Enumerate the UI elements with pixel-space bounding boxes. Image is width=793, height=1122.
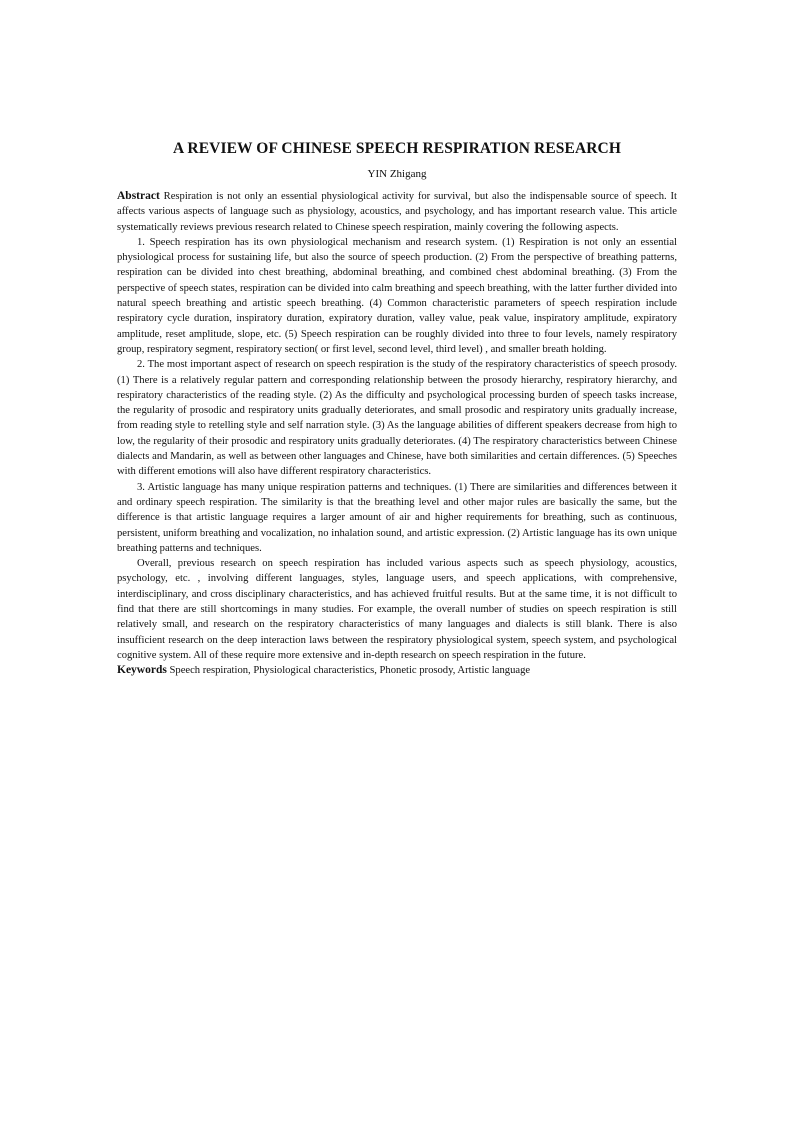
abstract-label: Abstract (117, 190, 160, 202)
abstract-paragraph (117, 189, 677, 235)
author-name: YIN Zhigang (367, 168, 427, 180)
keywords-label: Keywords (117, 664, 167, 677)
body-paragraph-4: Overall, previous research on speech respiration has included various aspects such as speech physiology, acoustics, psychology, etc. , involving different languages, styles, language users, and speech applications, with comprehensive, interdisciplinary, and cross disciplinary characteristics, and has achieved fruitful results. But at the same time, it is not difficult to find that there are still shortcomings in many studies. For example, the overall number of studies on speech respiration is still relatively small, and research on the respiratory characteristics of many languages and dialects is still blank. There is also insufficient research on the deep interaction laws between the respiratory physiological system, speech system, and psychological cognitive system. All of these require more extensive and in-depth research on speech respiration in the future. (117, 558, 677, 661)
paper-title: A REVIEW OF CHINESE SPEECH RESPIRATION RESEARCH (173, 140, 621, 157)
keywords-paragraph (117, 663, 677, 678)
abstract-text: Respiration is not only an essential physiological activity for survival, but also the indispensable source of speech. It affects various aspects of language such as physiology, acoustics, and psychology, and has important research value. This article systematically reviews previous research related to Chinese speech respiration, mainly covering the following aspects. (117, 191, 677, 233)
body-paragraph-2: 2. The most important aspect of research on speech respiration is the study of the respiratory characteristics of speech prosody. (1) There is a relatively regular pattern and corresponding relationship between the prosody hierarchy, respiratory hierarchy, and respiratory characteristics of the reading style. (2) As the difficulty and psychological processing burden of speech tasks increase, the regularity of prosodic and respiratory units gradually deteriorates, and small prosodic and respiratory units gradually increase, from reading style to retelling style and self narration style. (3) As the language abilities of different speakers decrease from high to low, the regularity of their prosodic and respiratory units gradually deteriorates. (4) The respiratory characteristics between Chinese dialects and Mandarin, as well as between other languages and Chinese, have both similarities and certain differences. (5) Speeches with different emotions will also have different respiratory characteristics. (117, 359, 677, 478)
paper-page (117, 140, 677, 679)
body-paragraph-1: 1. Speech respiration has its own physiological mechanism and research system. (1) Respiration is not only an essential physiological process for sustaining life, but also the source of speech production. (2) From the perspective of breathing patterns, respiration can be divided into chest breathing, abdominal breathing, and combined chest abdominal breathing. (3) From the perspective of speech states, respiration can be divided into calm breathing and speech breathing, with the latter further divided into natural speech breathing and artistic speech breathing. (4) Common characteristic parameters of speech respiration include respiratory cycle duration, inspiratory duration, expiratory duration, valley value, peak value, inspiratory amplitude, expiratory amplitude, reset amplitude, slope, etc. (5) Speech respiration can be roughly divided into three to four levels, namely respiratory group, respiratory segment, respiratory section( or first level, second level, third level) , and smaller breath holding. (117, 236, 677, 355)
keywords-text: Speech respiration, Physiological characteristics, Phonetic prosody, Artistic language (169, 665, 531, 677)
body-paragraph-3: 3. Artistic language has many unique respiration patterns and techniques. (1) There are similarities and differences between it and ordinary speech respiration. The similarity is that the breathing level and other major rules are basically the same, but the difference is that artistic language requires a larger amount of air and higher requirements for breathing, such as continuous, persistent, uniform breathing and vocalization, no inhalation sound, and artistic expression. (2) Artistic language has its own unique breathing patterns and techniques. (117, 481, 677, 554)
